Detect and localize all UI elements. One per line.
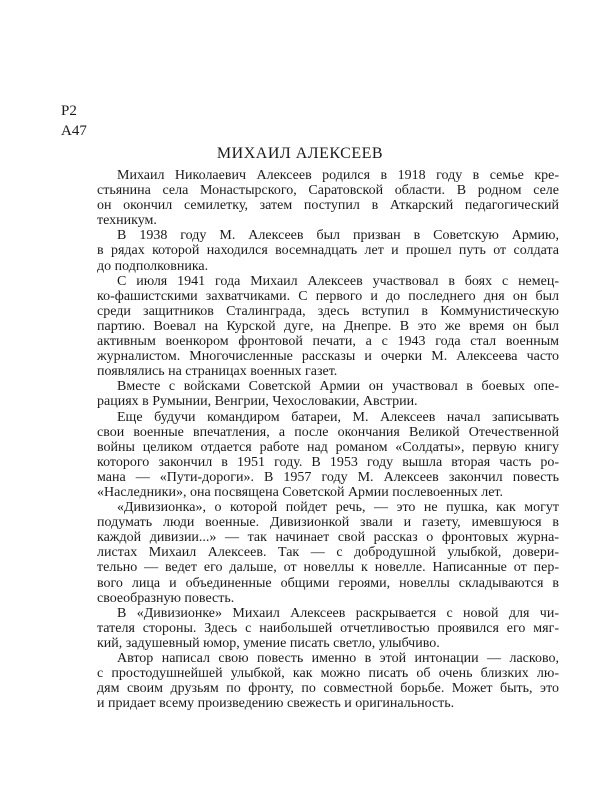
text-line: с простодушнейшей улыбкой, как можно писать об очень близких лю-	[97, 666, 559, 682]
text-line: Вместе с войсками Советской Армии он участвовал в боевых опе-	[117, 379, 559, 395]
paragraph	[97, 228, 559, 273]
paragraph	[97, 168, 559, 228]
text-line: он окончил семилетку, затем поступил в Аткарский педагогический	[97, 198, 559, 214]
text-line: войны целиком отдается работе над романом «Солдаты», первую книгу	[97, 439, 559, 455]
text-line: ко-фашистскими захватчиками. С первого и до последнего дня он был	[97, 288, 559, 304]
text-line: тателя стороны. Здесь с наибольшей отчетливостью проявился его мяг-	[97, 620, 559, 636]
page-title: МИХАИЛ АЛЕКСЕЕВ	[216, 145, 384, 162]
text-line: которого закончил в 1951 году. В 1953 году вышла вторая часть ро-	[97, 454, 559, 470]
text-line: своеобразную повесть.	[97, 590, 235, 606]
paragraph	[97, 274, 559, 380]
text-line: среди защитников Сталинграда, здесь вступил в Коммунистическую	[97, 303, 559, 319]
text-line: С июля 1941 года Михаил Алексеев участвовал в боях с немец-	[117, 273, 559, 289]
paragraph	[97, 500, 559, 606]
text-line: каждой дивизии...» — так начинает свой рассказ о фронтовых журна-	[97, 530, 559, 546]
text-line: «Наследники», она посвящена Советской Армии послевоенных лет.	[97, 484, 503, 500]
text-line: появлялись на страницах военных газет.	[97, 364, 338, 380]
text-line: журналистом. Многочисленные рассказы и очерки М. Алексеева часто	[97, 349, 559, 365]
text-line: активным военкором фронтовой печати, а с 1943 года стал военным	[97, 334, 559, 350]
text-line: Еще будучи командиром батареи, М. Алексеев начал записывать	[117, 409, 559, 425]
text-line: тельно — ведет его дальше, от новеллы к новелле. Написанные от пер-	[97, 560, 559, 576]
text-line: вого лица и объединенные общими героями, новеллы складываются в	[97, 575, 559, 591]
text-line: Михаил Николаевич Алексеев родился в 1918 году в семье кре-	[117, 168, 559, 183]
text-line: рациях в Румынии, Венгрии, Чехословакии, Австрии.	[97, 394, 418, 410]
text-line: и придает всему произведению свежесть и оригинальность.	[97, 696, 455, 712]
paragraph	[97, 651, 559, 711]
text-line: стьянина села Монастырского, Саратовской области. В родном селе	[97, 183, 559, 199]
text-line: в рядах которой находился восемнадцать лет и прошел путь от солдата	[97, 243, 559, 259]
call-number-author-mark: А47	[61, 123, 87, 139]
paragraph	[97, 379, 559, 409]
text-line: В «Дивизионке» Михаил Алексеев раскрывается с новой для чи-	[117, 605, 559, 621]
text-line: техникум.	[97, 213, 157, 229]
text-line: Автор написал свою повесть именно в этой интонации — ласково,	[117, 651, 559, 666]
text-line: партию. Воевал на Курской дуге, на Днепре. В это же время он был	[97, 318, 559, 334]
paragraph	[97, 606, 559, 651]
paragraph	[97, 410, 559, 501]
text-line: «Дивизионка», о которой пойдет речь, — это не пушка, как могут	[117, 500, 559, 516]
document-body	[97, 168, 559, 711]
text-line: В 1938 году М. Алексеев был призван в Советскую Армию,	[117, 228, 559, 244]
text-line: свои военные впечатления, а после окончания Великой Отечественной	[97, 424, 559, 440]
text-line: мана — «Пути-дороги». В 1957 году М. Алексеев закончил повесть	[97, 469, 559, 485]
text-line: подумать люди военные. Дивизионкой звали и газету, имевшуюся в	[97, 515, 559, 531]
text-line: листах Михаил Алексеев. Так — с добродушной улыбкой, довери-	[97, 545, 559, 561]
text-line: до подполковника.	[97, 258, 209, 274]
call-number-classification: Р2	[61, 103, 77, 119]
text-line: кий, задушевный юмор, умение писать светло, улыбчиво.	[97, 635, 440, 651]
text-line: дям своим друзьям по фронту, по совместной борьбе. Может быть, это	[97, 681, 559, 697]
